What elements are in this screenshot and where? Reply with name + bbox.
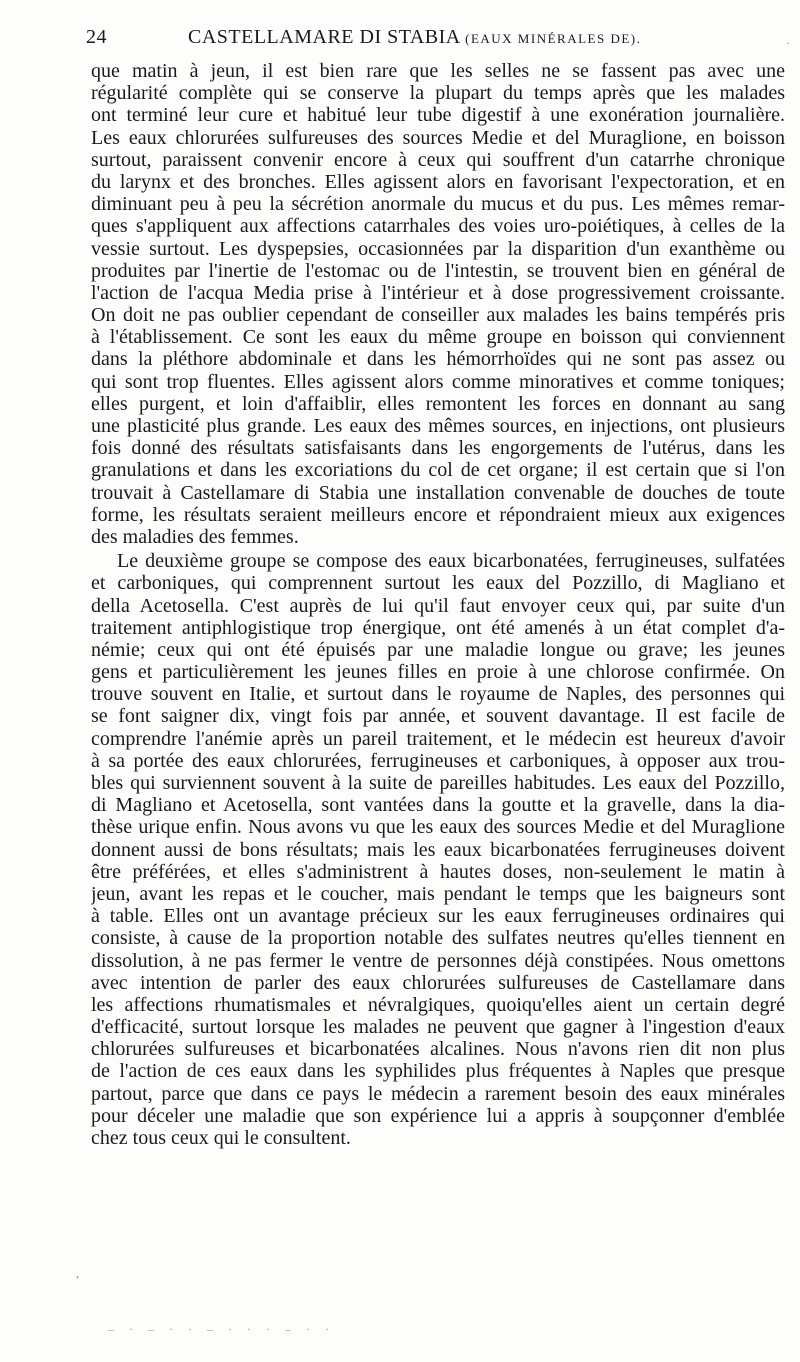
text-line: à sa portée des eaux chlorurées, ferrugineuses et carboniques, à opposer aux trou- (91, 749, 785, 772)
text-line: que matin à jeun, il est bien rare que les selles ne se fassent pas avec une (91, 60, 785, 82)
text-line: bles qui surviennent souvent à la suite de pareilles habitudes. Les eaux del Pozzillo, (91, 772, 785, 794)
text-line: qui sont trop fluentes. Elles agissent alors comme minoratives et comme toniques; (91, 370, 785, 393)
text-line: ont terminé leur cure et habitué leur tube digestif à une exonération journalière. (91, 104, 785, 127)
text-line: dans la pléthore abdominale et dans les hémorrhoïdes qui ne sont pas assez ou (91, 348, 785, 371)
text-line: della Acetosella. C'est auprès de lui qu'il faut envoyer ceux qui, par suite d'un (91, 594, 785, 617)
text-line: les affections rhumatismales et névralgiques, quoiqu'elles aient un certain degré (91, 993, 785, 1016)
text-line: trouve souvent en Italie, et surtout dans le royaume de Naples, des personnes qui (91, 683, 785, 706)
body-text (91, 60, 785, 1149)
text-line: Les eaux chlorurées sulfureuses des sources Medie et del Muraglione, en boisson (91, 126, 785, 149)
text-line: Le deuxième groupe se compose des eaux bicarbonatées, ferrugineuses, sulfatées (117, 550, 785, 573)
text-line: une plasticité plus grande. Les eaux des mêmes sources, en injections, ont plusieurs (91, 415, 785, 437)
text-line: thèse urique enfin. Nous avons vu que les eaux des sources Medie et del Muraglione (91, 816, 785, 839)
text-line: ques s'appliquent aux affections catarrhales des voies uro-poiétiques, à celles de la (91, 215, 785, 238)
text-line: d'efficacité, surtout lorsque les malades ne peuvent que gagner à l'ingestion d'eaux (91, 1016, 785, 1039)
text-line: consiste, à cause de la proportion notable des sulfates neutres qu'elles tiennent en (91, 927, 785, 950)
text-line: produites par l'inertie de l'estomac ou de l'intestin, se trouvent bien en général de (91, 259, 785, 282)
text-line: chlorurées sulfureuses et bicarbonatées alcalines. Nous n'avons rien dit non plus (91, 1038, 785, 1061)
text-line: némie; ceux qui ont été épuisés par une maladie longue ou grave; les jeunes (91, 638, 785, 661)
text-line: di Magliano et Acetosella, sont vantées dans la goutte et la gravelle, dans la dia- (91, 794, 785, 817)
text-line: traitement antiphlogistique trop énergique, ont été amenés à un état complet d'a- (91, 616, 785, 639)
text-line: donnent aussi de bons résultats; mais les eaux bicarbonatées ferrugineuses doivent (91, 838, 785, 861)
text-line: On doit ne pas oublier cependant de conseiller aux malades les bains tempérés pris (91, 304, 785, 327)
text-line: des maladies des femmes. (91, 525, 299, 548)
text-line: être préférées, et elles s'administrent à hautes doses, non-seulement le matin à (91, 860, 785, 883)
text-line: l'action de l'acqua Media prise à l'intérieur et à dose progressivement croissante. (91, 281, 785, 304)
text-line: de l'action de ces eaux dans les syphilides plus fréquentes à Naples que presque (91, 1060, 785, 1083)
text-line: se font saigner dix, vingt fois par année, et souvent davantage. Il est facile de (91, 705, 785, 728)
text-line: comprendre l'anémie après un pareil traitement, et le médecin est heureux d'avoir (91, 727, 785, 750)
text-line: surtout, paraissent convenir encore à ceux qui souffrent d'un catarrhe chronique (91, 148, 785, 171)
text-line: granulations et dans les excoriations du col de cet organe; il est certain que si l'on (91, 459, 785, 482)
text-line: à table. Elles ont un avantage précieux sur les eaux ferrugineuses ordinaires qui (91, 905, 785, 928)
margin-mark: , (76, 1266, 79, 1280)
bottom-edge-marks: – · – · · – · · · – · · (108, 1322, 335, 1336)
text-line: dissolution, à ne pas fermer le ventre de personnes déjà constipées. Nous omettons (91, 949, 785, 972)
text-line: partout, parce que dans ce pays le médecin a rarement besoin des eaux minérales (91, 1082, 785, 1105)
text-line: fois donné des résultats satisfaisants dans les engorgements de l'utérus, dans les (91, 437, 785, 460)
text-line: gens et particulièrement les jeunes filles en proie à une chlorose confirmée. On (91, 661, 785, 684)
page-number: 24 (86, 26, 107, 48)
text-line: elles purgent, et loin d'affaiblir, elles remontent les forces en donnant au sang (91, 392, 785, 415)
text-line: avec intention de parler des eaux chlorurées sulfureuses de Castellamare dans (91, 971, 785, 994)
text-line: chez tous ceux qui le consultent. (91, 1127, 351, 1149)
margin-mark: · (786, 36, 790, 50)
paragraph-1 (91, 60, 785, 548)
running-title-main: CASTELLAMARE DI STABIA (188, 26, 460, 48)
text-line: pour déceler une maladie que son expérience lui a appris à soupçonner d'emblée (91, 1104, 785, 1127)
text-line: du larynx et des bronches. Elles agissent alors en favorisant l'expectoration, et en (91, 170, 785, 193)
text-line: et carboniques, qui comprennent surtout les eaux del Pozzillo, di Magliano et (91, 572, 785, 595)
text-line: régularité complète qui se conserve la plupart du temps après que les malades (91, 82, 785, 105)
paragraph-2 (91, 550, 785, 1149)
running-title (188, 26, 641, 49)
text-line: jeun, avant les repas et le coucher, mais pendant le temps que les baigneurs sont (91, 882, 785, 905)
text-line: à l'établissement. Ce sont les eaux du même groupe en boisson qui conviennent (91, 326, 785, 349)
text-line: trouvait à Castellamare di Stabia une installation convenable de douches de toute (91, 481, 785, 504)
text-line: vessie surtout. Les dyspepsies, occasionnées par la disparition d'un exanthème ou (91, 237, 785, 260)
text-line: forme, les résultats seraient meilleurs encore et répondraient mieux aux exigences (91, 503, 785, 526)
running-head (76, 26, 786, 56)
text-line: diminuant peu à peu la sécrétion anormale du mucus et du pus. Les mêmes remar- (91, 193, 785, 216)
running-title-subtitle: (EAUX MINÉRALES DE). (465, 31, 642, 46)
